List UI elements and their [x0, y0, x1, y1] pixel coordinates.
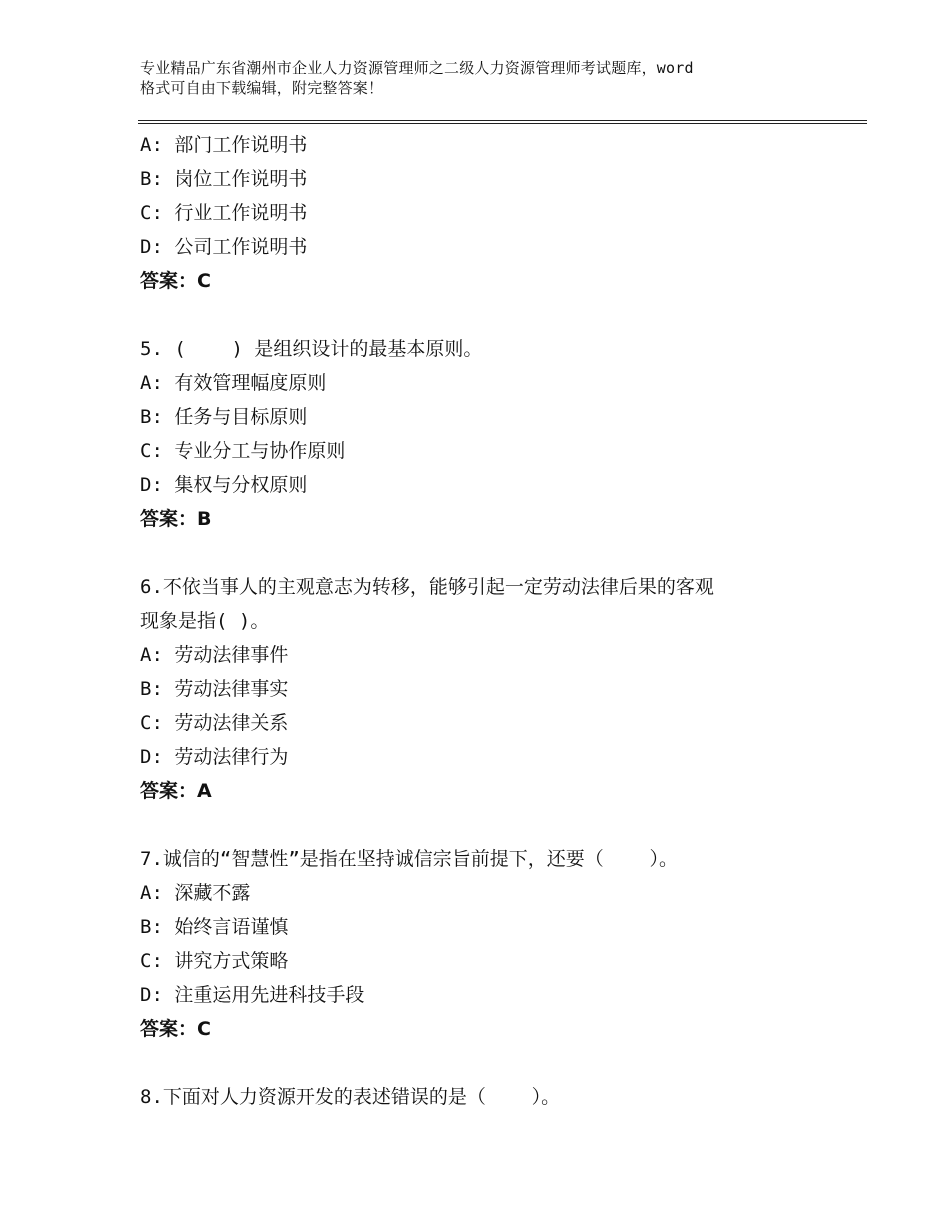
option-a: A: 部门工作说明书 — [140, 134, 308, 156]
option-d: D: 劳动法律行为 — [140, 746, 289, 768]
option-c: C: 行业工作说明书 — [140, 202, 308, 224]
question-list — [140, 128, 840, 1114]
option-d: D: 公司工作说明书 — [140, 236, 308, 258]
header-title-line-2: 格式可自由下载编辑，附完整答案！ — [140, 79, 384, 97]
option-c: C: 专业分工与协作原则 — [140, 440, 346, 462]
option-c: C: 讲究方式策略 — [140, 950, 289, 972]
option-d: D: 注重运用先进科技手段 — [140, 984, 365, 1006]
question-stem-line-1: 6.不依当事人的主观意志为转移，能够引起一定劳动法律后果的客观 — [140, 576, 714, 598]
spacer — [140, 1046, 840, 1080]
option-b: B: 岗位工作说明书 — [140, 168, 308, 190]
document-header — [140, 58, 840, 98]
answer-label: 答案：B — [140, 508, 212, 530]
answer-label: 答案：A — [140, 780, 212, 802]
option-a: A: 有效管理幅度原则 — [140, 372, 327, 394]
option-b: B: 始终言语谨慎 — [140, 916, 289, 938]
answer-label: 答案：C — [140, 270, 211, 292]
option-b: B: 劳动法律事实 — [140, 678, 289, 700]
question-6 — [140, 570, 840, 808]
question-4-continued — [140, 128, 840, 298]
option-a: A: 劳动法律事件 — [140, 644, 289, 666]
question-stem: 8.下面对人力资源开发的表述错误的是（ ）。 — [140, 1086, 561, 1108]
spacer — [140, 536, 840, 570]
option-b: B: 任务与目标原则 — [140, 406, 308, 428]
question-stem: 7.诚信的“智慧性”是指在坚持诚信宗旨前提下，还要（ ）。 — [140, 848, 679, 870]
question-stem: 5. ( ) 是组织设计的最基本原则。 — [140, 338, 483, 360]
answer-label: 答案：C — [140, 1018, 211, 1040]
header-title-line-1: 专业精品广东省潮州市企业人力资源管理师之二级人力资源管理师考试题库，word — [140, 59, 694, 77]
question-8 — [140, 1080, 840, 1114]
option-d: D: 集权与分权原则 — [140, 474, 308, 496]
question-stem-line-2: 现象是指( )。 — [140, 610, 270, 632]
spacer — [140, 808, 840, 842]
option-c: C: 劳动法律关系 — [140, 712, 289, 734]
question-7 — [140, 842, 840, 1046]
question-5 — [140, 332, 840, 536]
spacer — [140, 298, 840, 332]
header-divider — [138, 120, 867, 124]
option-a: A: 深藏不露 — [140, 882, 251, 904]
